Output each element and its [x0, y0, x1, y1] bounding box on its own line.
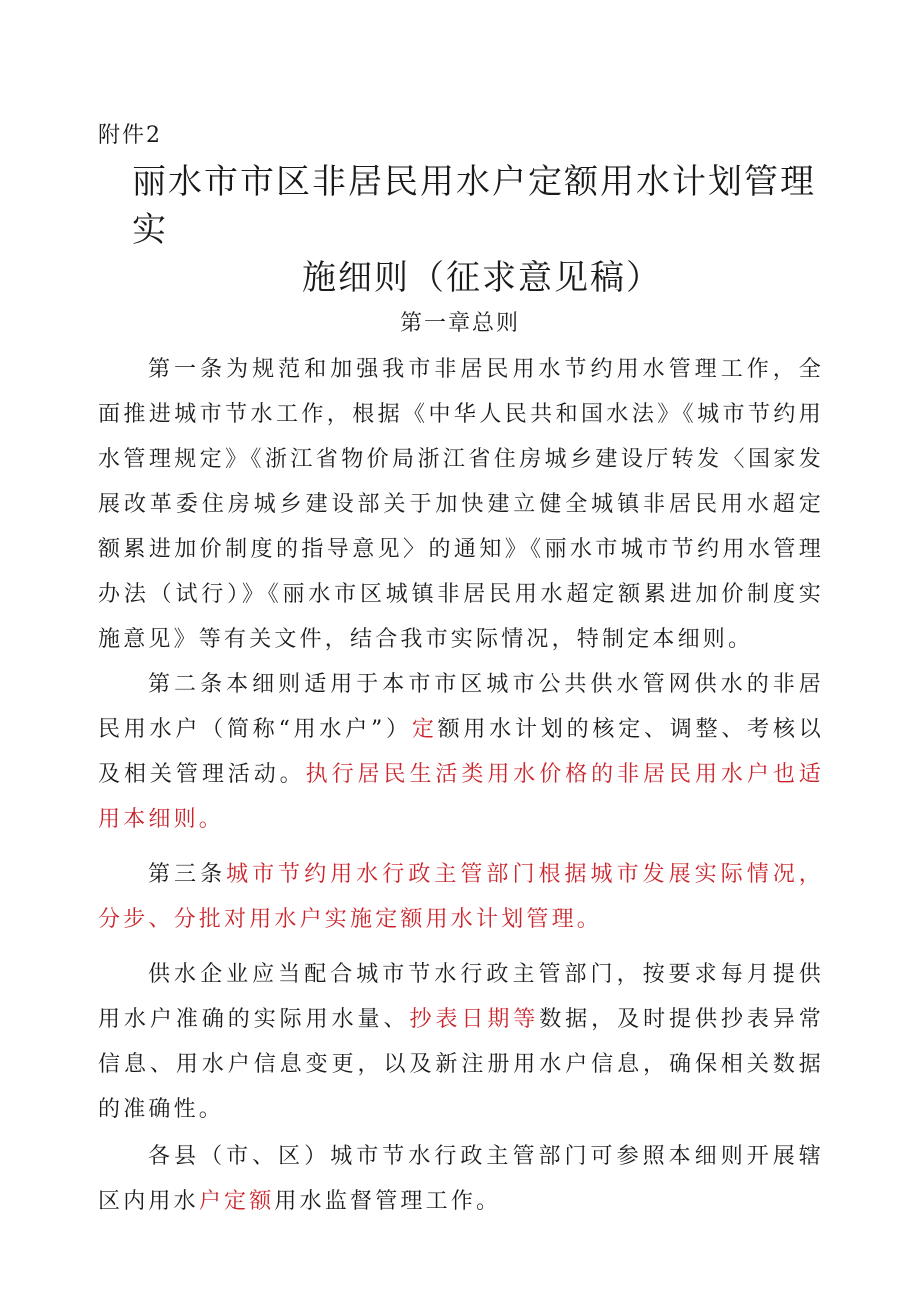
supply-highlight: 抄表日期等	[409, 1007, 540, 1032]
attachment-label: 附件2	[98, 123, 162, 148]
article-2-paragraph	[98, 662, 824, 842]
article-2-text-b: 额用水计划的核定、调整、考核以及相关管理活动。	[98, 717, 824, 787]
article-1-paragraph: 第一条为规范和加强我市非居民用水节约用水管理工作，全面推进城市节水工作，根据《中华人民共和国水法》《城市节约用水管理规定》《浙江省物价局浙江省住房城乡建设厅转发〈国家发展改革委住房城乡建设部关于加快建立健全城镇非居民用水超定额累进加价制度的指导意见〉的通知》《丽水市城市节约用水管理办法（试行）》《丽水市区城镇非居民用水超定额累进加价制度实施意见》等有关文件，结合我市实际情况，特制定本细则。	[98, 357, 824, 652]
article-3-label: 第三条	[148, 862, 227, 887]
supply-text-a: 供水企业应当配合城市节水行政主管部门，按要求每月提供用水户准确的实际用水量、	[98, 962, 824, 1032]
supply-enterprise-paragraph	[98, 952, 824, 1132]
article-3-highlight: 城市节约用水行政主管部门根据城市发展实际情况，分步、分批对用水户实施定额用水计划管理。	[98, 862, 824, 932]
article-3-paragraph	[98, 852, 824, 942]
article-2-highlight-b: 执行居民生活类用水价格的非居民用水户也适用本细则。	[98, 762, 824, 832]
document-title	[96, 158, 824, 302]
county-highlight: 户定额	[198, 1189, 275, 1214]
article-2-highlight-a: 定	[411, 717, 438, 742]
title-line-1: 丽水市市区非居民用水户定额用水计划管理实	[132, 162, 816, 250]
supply-text-b: 数据，及时提供抄表异常信息、用水户信息变更，以及新注册用水户信息，确保相关数据的准确性。	[98, 1007, 824, 1122]
county-text-a: 各县（市、区）城市节水行政主管部门可参照本细则开展辖区内用水	[98, 1144, 824, 1214]
chapter-heading: 第一章总则	[399, 311, 520, 336]
document-body	[98, 347, 824, 1224]
title-line-2: 施细则（征求意见稿）	[302, 258, 662, 298]
article-2-text-a: 第二条本细则适用于本市市区城市公共供水管网供水的非居民用水户（简称“用水户”）	[98, 672, 824, 742]
county-text-b: 用水监督管理工作。	[274, 1189, 502, 1214]
county-paragraph	[98, 1134, 824, 1224]
